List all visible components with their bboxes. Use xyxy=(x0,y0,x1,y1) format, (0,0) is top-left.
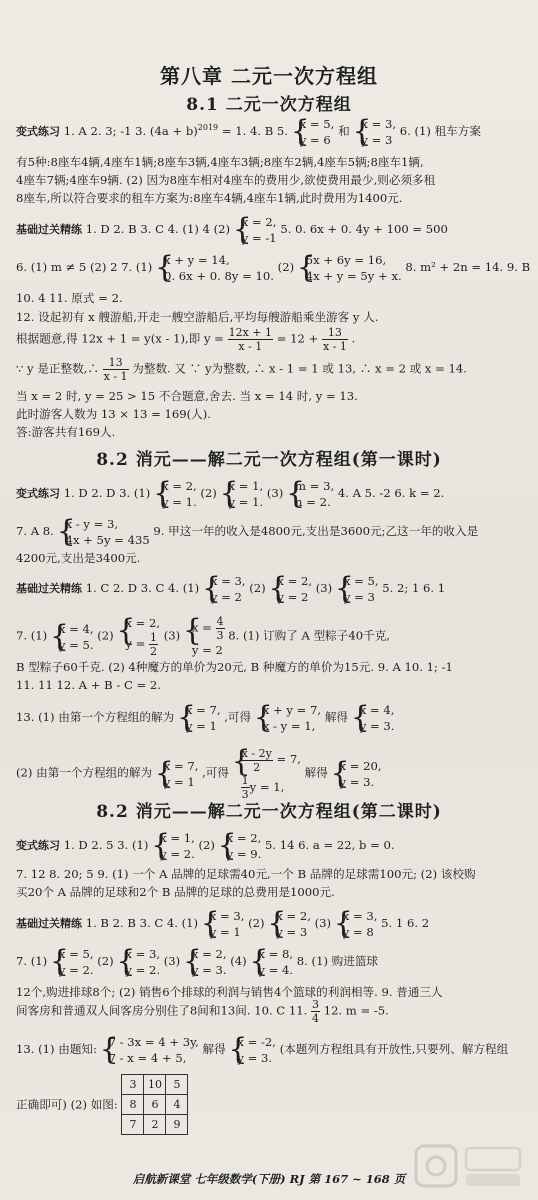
answer-text: (3) xyxy=(266,486,284,500)
answer-line: 答:游客共有169人. xyxy=(16,425,116,439)
answer-text: (4) xyxy=(230,954,247,968)
grid-cell: 6 xyxy=(144,1095,166,1115)
grid-cell: 10 xyxy=(144,1075,166,1095)
equation-system: { x = 20, y = 3. xyxy=(332,758,382,790)
answer-line xyxy=(16,573,445,605)
fraction: $\frac{13}{x - 1}$ xyxy=(322,326,347,353)
grid-cell: 8 xyxy=(122,1095,144,1115)
answer-line: 10. 4 11. 原式 = 2. xyxy=(16,291,123,305)
answer-text: (2) xyxy=(198,838,215,852)
answer-line xyxy=(16,1074,188,1135)
equation-system: { x = 2, y = 9. xyxy=(219,830,262,862)
section-title-8-2-second: 8.2 消元——解二元一次方程组(第二课时) xyxy=(96,802,442,822)
exponent: 2019 xyxy=(197,123,219,133)
answer-line: B 型粽子60千克. (2) 4种魔方的单价为20元, B 种魔方的单价为15元. 9. A 10. 1; -1 xyxy=(16,660,453,674)
equation-system: { x = 5, y = 3 xyxy=(336,573,379,605)
equation-system: { x = 7, y = 1 xyxy=(178,702,221,734)
equation-system: { x = 2, y = -1 xyxy=(234,214,277,246)
answer-text: = 1. 4. B 5. xyxy=(218,124,288,138)
equation-system: { x = 4, y = 5. xyxy=(51,621,94,653)
equation-system: { x = 3, y = 2 xyxy=(203,573,246,605)
answer-text: 6. (1) m ≠ 5 (2) 2 7. (1) xyxy=(16,260,153,274)
answer-text: 解得 xyxy=(304,765,328,780)
answer-line: 11. 11 12. A + B - C = 2. xyxy=(16,678,161,692)
equation-system: { m = 3, n = 2. xyxy=(287,478,334,510)
equation-system: { x = 3, y = 8 xyxy=(335,908,378,940)
answer-line: 12个,购进排球8个; (2) 销售6个排球的利润与销售4个篮球的利润相等. 9. 普通三人 xyxy=(16,985,443,999)
equation-system: { 7 - 3x = 4 + 3y, 7 - x = 4 + 5, xyxy=(101,1034,199,1066)
grid-cell: 2 xyxy=(144,1115,166,1135)
answer-line xyxy=(16,214,448,246)
answer-text: 8. (1) 购进篮球 xyxy=(296,954,379,968)
practice-label: 变式练习 xyxy=(16,839,60,852)
answer-text: (2) 由第一个方程组的解为 xyxy=(16,765,153,780)
answer-line: 4座车7辆;4座车9辆. (2) 因为8座车相对4座车的费用少,欲使费用最少,则必须多租 xyxy=(16,173,436,187)
answer-text: (3) xyxy=(315,581,333,595)
answer-line xyxy=(16,908,429,940)
grid-cell: 4 xyxy=(166,1095,188,1115)
chapter-title: 第八章 二元一次方程组 xyxy=(160,64,378,88)
equation-system: { x - y = 3, 4x + 5y = 435 xyxy=(58,516,150,548)
answer-text: 1. D 2. D 3. (1) xyxy=(63,486,151,500)
answer-text: . xyxy=(351,331,356,346)
grid-cell: 9 xyxy=(166,1115,188,1135)
answer-line xyxy=(16,702,394,734)
answer-line: 8座车,所以符合要求的租车方案为:8座车4辆,4座车1辆,此时费用为1400元. xyxy=(16,191,403,205)
answer-text: 根据题意,得 12x + 1 = y(x - 1),即 y = xyxy=(16,331,224,346)
answer-text: 4. A 5. -2 6. k = 2. xyxy=(337,486,445,500)
answer-text: 12. m = -5. xyxy=(323,1003,389,1018)
answer-line xyxy=(16,478,444,510)
equation-system: { x = 2, y = $\frac{1}{2}$ xyxy=(117,615,160,658)
answer-line xyxy=(16,998,389,1025)
answer-text: 5. 14 6. a = 22, b = 0. xyxy=(265,838,395,852)
equation-system: { x = 5, y = 2. xyxy=(51,946,94,978)
fraction: $\frac{13}{x - 1}$ xyxy=(103,356,128,383)
basics-label: 基础过关精练 xyxy=(16,223,82,236)
equation-system: { $\frac{x - 2y}{2}$ = 7, $\frac{1}{3}$ y = 1, xyxy=(233,746,301,801)
answer-text: (2) xyxy=(97,628,114,643)
answer-text: 1. B 2. B 3. C 4. (1) xyxy=(85,916,199,930)
answer-line: 7. 12 8. 20; 5 9. (1) 一个 A 品牌的足球需40元,一个 B 品牌的足球需100元; (2) 该校购 xyxy=(16,867,476,881)
answer-text: 13. (1) 由第一个方程组的解为 xyxy=(16,710,175,724)
answer-text: 解得 xyxy=(202,1042,226,1056)
answer-text: (3) xyxy=(163,954,181,968)
answer-text: ∵ y 是正整数,∴ xyxy=(16,361,99,376)
equation-system: { 5x + 6y = 16, 4x + y = 5y + x. xyxy=(298,252,402,284)
answer-text: ,可得 xyxy=(202,765,229,780)
equation-system: { x = 1, y = 1. xyxy=(221,478,264,510)
fraction: $\frac{3}{4}$ xyxy=(312,998,319,1025)
answer-line xyxy=(16,946,378,978)
answer-text: 8. m² + 2n = 14. 9. B xyxy=(405,260,531,274)
answer-text: (2) xyxy=(97,954,114,968)
answer-text: 正确即可) (2) 如图: xyxy=(16,1097,118,1112)
answer-text: 8. (1) 订购了 A 型粽子40千克, xyxy=(228,628,390,643)
answer-line: 买20个 A 品牌的足球和2个 B 品牌的足球的总费用是1000元. xyxy=(16,885,335,899)
equation-system: { x + y = 14, 0. 6x + 0. 8y = 10. xyxy=(156,252,274,284)
basics-label: 基础过关精练 xyxy=(16,582,82,595)
grid-cell: 7 xyxy=(122,1115,144,1135)
answer-text: 5. 0. 6x + 0. 4y + 100 = 500 xyxy=(280,222,448,236)
answer-text: ,可得 xyxy=(224,710,252,724)
answer-text: 和 xyxy=(338,124,350,138)
answer-text: (3) xyxy=(163,628,181,643)
answer-text: 6. (1) 租车方案 xyxy=(399,124,481,138)
answer-text: 1. D 2. 5 3. (1) xyxy=(63,838,149,852)
equation-system: { x = 2, y = 3 xyxy=(268,908,311,940)
practice-label: 变式练习 xyxy=(16,487,60,500)
section-title-8-1: 8.1 二元一次方程组 xyxy=(186,95,352,115)
answer-text: 间客房和普通双人间客房分别住了8间和13间. 10. C 11. xyxy=(16,1003,308,1018)
equation-system: { x = 5, y = 6 xyxy=(292,116,335,148)
answer-text: (2) xyxy=(249,581,266,595)
page-footer: 启航新课堂 七年级数学(下册) RJ 第 167 ~ 168 页 xyxy=(132,1172,406,1186)
fraction: $\frac{12x + 1}{x - 1}$ xyxy=(228,326,272,353)
answer-line: 4200元,支出是3400元. xyxy=(16,551,141,565)
equation-system: { x = 2, y = 1. xyxy=(154,478,197,510)
answer-line xyxy=(16,615,390,658)
answer-line: 当 x = 2 时, y = 25 > 15 不合题意,舍去. 当 x = 14 时, y = 13. xyxy=(16,389,358,403)
equation-system: { x = 3, y = 1 xyxy=(202,908,245,940)
answer-text: (2) xyxy=(277,260,295,274)
equation-system: { x = 2, y = 3. xyxy=(184,946,227,978)
answer-text: 9. 甲这一年的收入是4800元,支出是3600元;乙这一年的收入是 xyxy=(153,524,479,538)
answer-line xyxy=(16,252,530,284)
section-title-8-2-first: 8.2 消元——解二元一次方程组(第一课时) xyxy=(96,450,442,470)
answer-line xyxy=(16,746,382,801)
practice-label: 变式练习 xyxy=(16,125,60,138)
grid-cell: 5 xyxy=(166,1075,188,1095)
answer-line xyxy=(16,356,467,383)
answer-text: = 12 + xyxy=(276,331,319,346)
answer-text: 5. 1 6. 2 xyxy=(381,916,430,930)
answer-text: 5. 2; 1 6. 1 xyxy=(382,581,446,595)
answer-line: 此时游客人数为 13 × 13 = 169(人). xyxy=(16,407,211,421)
answer-text: (2) xyxy=(200,486,217,500)
magic-square-grid xyxy=(121,1074,188,1135)
equation-system: { x = 4, y = 3. xyxy=(352,702,395,734)
equation-system: { x = 3, y = 3 xyxy=(353,116,396,148)
answer-text: 1. C 2. D 3. C 4. (1) xyxy=(85,581,200,595)
grid-cell: 3 xyxy=(122,1075,144,1095)
answer-text: 7. (1) xyxy=(16,954,48,968)
answer-text: 1. D 2. B 3. C 4. (1) 4 (2) xyxy=(85,222,231,236)
equation-system: { x = -2, y = 3. xyxy=(229,1034,276,1066)
answer-text: (3) xyxy=(314,916,332,930)
answer-line xyxy=(16,830,395,862)
equation-system: { x = $\frac{4}{3}$ y = 2 xyxy=(184,615,225,658)
answer-text: 1. A 2. 3; -1 3. (4a + b) xyxy=(63,124,198,138)
answer-line xyxy=(16,516,478,548)
answer-text: 为整数. 又 ∵ y为整数, ∴ x - 1 = 1 或 13, ∴ x = 2 或 x = 14. xyxy=(132,361,467,376)
answer-text: 解得 xyxy=(324,710,349,724)
answer-text: (2) xyxy=(248,916,265,930)
basics-label: 基础过关精练 xyxy=(16,917,82,930)
watermark-logo-icon xyxy=(410,1140,530,1195)
answer-text: 7. (1) xyxy=(16,628,48,643)
answer-line: 有5种:8座车4辆,4座车1辆;8座车3辆,4座车3辆;8座车2辆,4座车5辆;8座车1辆, xyxy=(16,155,424,169)
equation-system: { x = 8, y = 4. xyxy=(250,946,293,978)
equation-system: { x + y = 7, x - y = 1, xyxy=(255,702,321,734)
answer-text: 13. (1) 由题知: xyxy=(16,1042,97,1056)
answer-text: 7. A 8. xyxy=(16,524,54,538)
equation-system: { x = 1, y = 2. xyxy=(152,830,195,862)
answer-line xyxy=(16,116,481,148)
answer-line xyxy=(16,326,355,353)
equation-system: { x = 3, y = 2. xyxy=(117,946,160,978)
answer-line: 12. 设起初有 x 艘游船,开走一艘空游船后,平均每艘游船乘坐游客 y 人. xyxy=(16,310,379,324)
answer-text: (本题列方程组具有开放性,只要列、解方程组 xyxy=(279,1042,509,1056)
equation-system: { x = 7, y = 1 xyxy=(156,758,199,790)
answer-line xyxy=(16,1034,508,1066)
equation-system: { x = 2, y = 2 xyxy=(269,573,312,605)
